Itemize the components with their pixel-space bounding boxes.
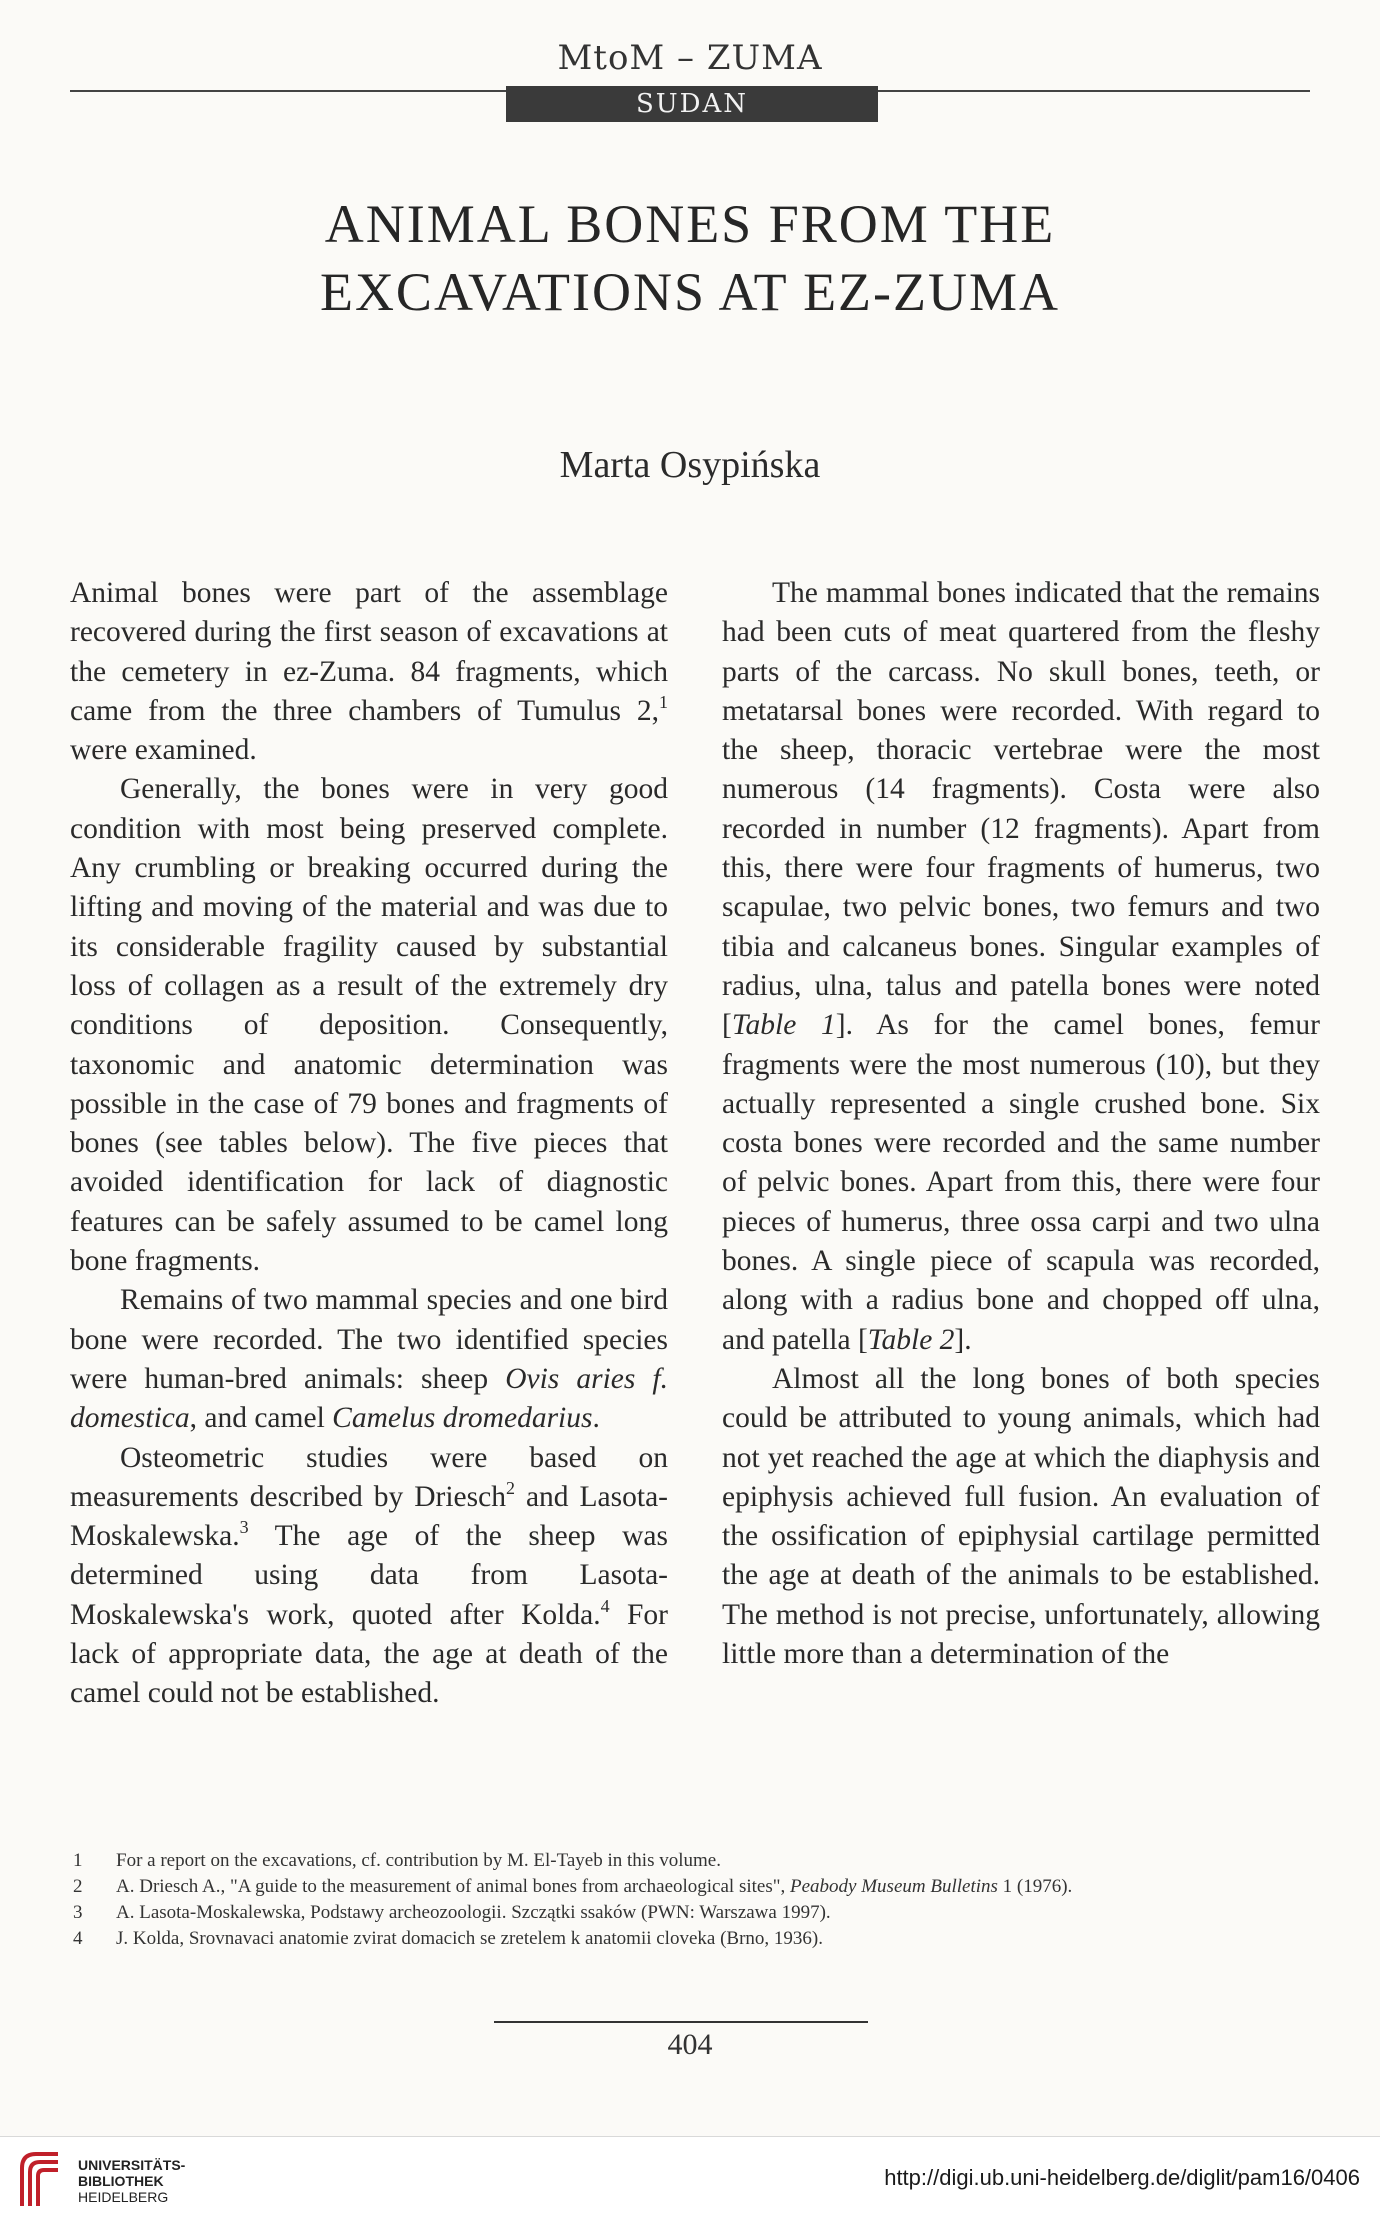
- footnote: 3 A. Lasota-Moskalewska, Podstawy archeozoologii. Szczątki ssaków (PWN: Warszawa 1997).: [73, 1902, 831, 1923]
- paragraph-5: The mammal bones indicated that the remains had been cuts of meat quartered from the fleshy parts of the carcass. No skull bones, teeth, or metatarsal bones were recorded. With regard to the sheep, thoracic vertebrae were the most numerous (14 fragments). Costa were also recorded in number (12 fragments). Apart from this, there were four fragments of humerus, two scapulae, two pelvic bones, two femurs and two tibia and calcaneus bones. Singular examples of radius, ulna, talus and patella bones were noted [Table 1]. As for the camel bones, femur fragments were the most numerous (10), but they actually represented a single crushed bone. Six costa bones were recorded and the same number of pelvic bones. Apart from this, there were four pieces of humerus, three ossa carpi and two ulna bones. A single piece of scapula was recorded, along with a radius bone and chopped off ulna, and patella [Table 2].: [722, 577, 1320, 1356]
- title-line-2: EXCAVATIONS AT EZ-ZUMA: [319, 262, 1061, 322]
- footnotes: [70, 1848, 1315, 1952]
- footnote-ref-2: 2: [505, 1477, 515, 1498]
- table-2-ref: Table 2: [867, 1323, 955, 1356]
- author-name: Marta Osypińska: [559, 444, 821, 486]
- right-column: [722, 574, 1320, 1674]
- footnote: 1 For a report on the excavations, cf. contribution by M. El-Tayeb in this volume.: [73, 1850, 721, 1871]
- footnote-ref-1: 1: [659, 691, 668, 712]
- title-line-1: ANIMAL BONES FROM THE: [324, 194, 1056, 254]
- paragraph-1: Animal bones were part of the assemblage recovered during the first season of excavations at the cemetery in ez-Zuma. 84 fragments, which came from the three chambers of Tumulus 2,$^1$ were examined.: [70, 577, 668, 767]
- footnote-ref-4: 4: [600, 1595, 610, 1616]
- left-column: [70, 574, 668, 1714]
- table-1-ref: Table 1: [731, 1009, 836, 1042]
- footer-divider: [0, 2136, 1380, 2137]
- footnote: 4 J. Kolda, Srovnavaci anatomie zvirat domacich se zretelem k anatomii cloveka (Brno, 1936).: [73, 1928, 823, 1949]
- article-title: [120, 190, 1260, 326]
- paragraph-4: Osteometric studies were based on measurements described by Driesch$^2$ and Lasota-Moskalewska.$^3$ The age of the sheep was determined using data from Lasota-Moskalewska's work, quoted after Kolda.$^4$ For lack of appropriate data, the age at death of the camel could not be established.: [70, 1441, 668, 1710]
- page-number: 404: [667, 2028, 713, 2061]
- page-number-rule: [494, 2021, 868, 2023]
- paragraph-3: Remains of two mammal species and one bird bone were recorded. The two identified species were human-bred animals: sheep Ovis aries f. domestica, and camel Camelus dromedarius.: [70, 1284, 668, 1435]
- permalink-url[interactable]: http://digi.ub.uni-heidelberg.de/diglit/pam16/0406: [884, 2165, 1360, 2190]
- running-header: MtoM – ZUMA: [557, 38, 823, 78]
- section-band: SUDAN: [506, 86, 878, 122]
- species-sheep: Ovis aries f. domestica: [70, 1362, 668, 1435]
- paragraph-2: Generally, the bones were in very good condition with most being preserved complete. Any crumbling or breaking occurred during the lifting and moving of the material and was due to its considerable fragility caused by substantial loss of collagen as a result of the extremely dry conditions of deposition. Consequently, taxonomic and anatomic determination was possible in the case of 79 bones and fragments of bones (see tables below). The five pieces that avoided identification for lack of diagnostic features can be safely assumed to be camel long bone fragments.: [70, 773, 668, 1278]
- species-camel: Camelus dromedarius: [332, 1402, 593, 1435]
- library-name: UNIVERSITÄTS- BIBLIOTHEK HEIDELBERG: [78, 2157, 186, 2205]
- footnote-ref-3: 3: [239, 1517, 249, 1538]
- footnote: 2 A. Driesch A., "A guide to the measurement of animal bones from archaeological sites", Peabody Museum Bulletins 1 (1976).: [73, 1876, 1073, 1897]
- paragraph-6: Almost all the long bones of both species could be attributed to young animals, which had not yet reached the age at which the diaphysis and epiphysis achieved full fusion. An evaluation of the ossification of epiphysial cartilage permitted the age at death of the animals to be established. The method is not precise, unfortunately, allowing little more than a determination of the: [722, 1362, 1320, 1671]
- library-logo-icon: [16, 2146, 64, 2212]
